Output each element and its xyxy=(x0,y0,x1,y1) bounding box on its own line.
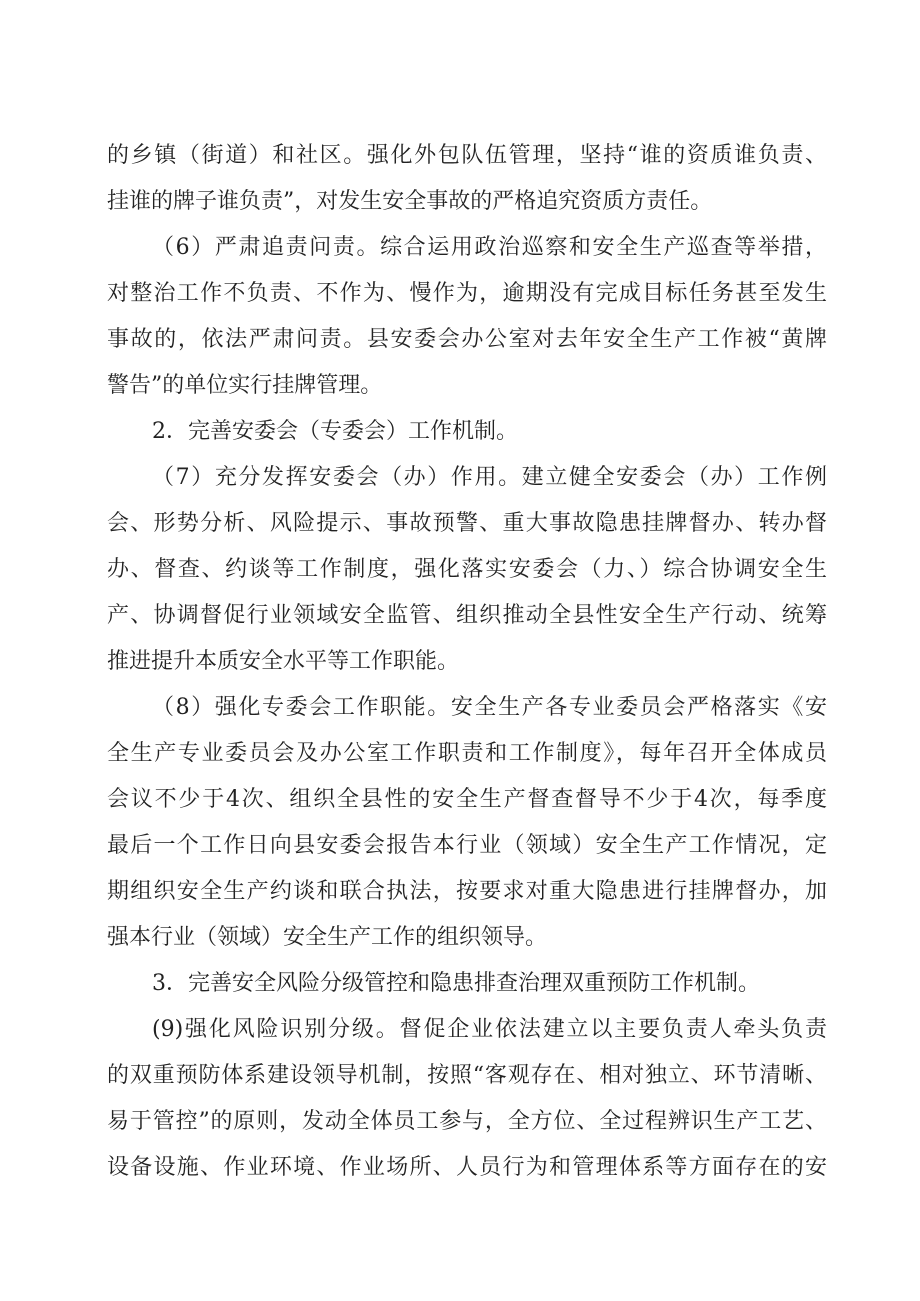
section-heading: 2．完善安委会（专委会）工作机制。 xyxy=(152,419,518,444)
text-line: 易于管控”的原则，发动全体员工参与，全方位、全过程辨识生产工艺、 xyxy=(107,1109,827,1134)
text-line: 推进提升本质安全水平等工作职能。 xyxy=(107,649,460,674)
text-line: 期组织安全生产约谈和联合执法，按要求对重大隐患进行挂牌督办，加 xyxy=(107,879,827,904)
text-line: 的双重预防体系建设领导机制，按照“客观存在、相对独立、环节清晰、 xyxy=(107,1063,827,1088)
text-line: （8）强化专委会工作职能。安全生产各专业委员会严格落实《安 xyxy=(152,695,827,720)
text-line: 办、督查、约谈等工作制度，强化落实安委会（力、）综合协调安全生 xyxy=(107,557,827,582)
text-line: 最后一个工作日向县安委会报告本行业（领域）安全生产工作情况，定 xyxy=(107,833,827,858)
text-line: 对整治工作不负责、不作为、慢作为，逾期没有完成目标任务甚至发生 xyxy=(107,281,827,306)
text-line: 全生产专业委员会及办公室工作职责和工作制度》，每年召开全体成员 xyxy=(107,741,827,766)
section-heading: 3．完善安全风险分级管控和隐患排查治理双重预防工作机制。 xyxy=(152,971,760,996)
text-line: 强本行业（领域）安全生产工作的组织领导。 xyxy=(107,925,548,950)
text-line: 事故的，依法严肃问责。县安委会办公室对去年安全生产工作被“黄牌 xyxy=(107,327,827,352)
text-line: （7）充分发挥安委会（办）作用。建立健全安委会（办）工作例 xyxy=(152,465,827,490)
text-line: 设备设施、作业环境、作业场所、人员行为和管理体系等方面存在的安 xyxy=(107,1155,827,1180)
text-line: 的乡镇（街道）和社区。强化外包队伍管理，坚持“谁的资质谁负责、 xyxy=(107,143,827,168)
text-line: 挂谁的牌子谁负责”，对发生安全事故的严格追究资质方责任。 xyxy=(107,189,713,214)
text-line: (9)强化风险识别分级。督促企业依法建立以主要负责人牵头负责 xyxy=(152,1017,827,1042)
text-line: （6）严肃追责问责。综合运用政治巡察和安全生产巡查等举措， xyxy=(152,235,827,260)
text-line: 会议不少于4次、组织全县性的安全生产督查督导不少于4次，每季度 xyxy=(107,787,827,812)
text-line: 产、协调督促行业领域安全监管、组织推动全县性安全生产行动、统筹 xyxy=(107,603,827,628)
text-line: 警告”的单位实行挂牌管理。 xyxy=(107,373,383,398)
text-line: 会、形势分析、风险提示、事故预警、重大事故隐患挂牌督办、转办督 xyxy=(107,511,827,536)
